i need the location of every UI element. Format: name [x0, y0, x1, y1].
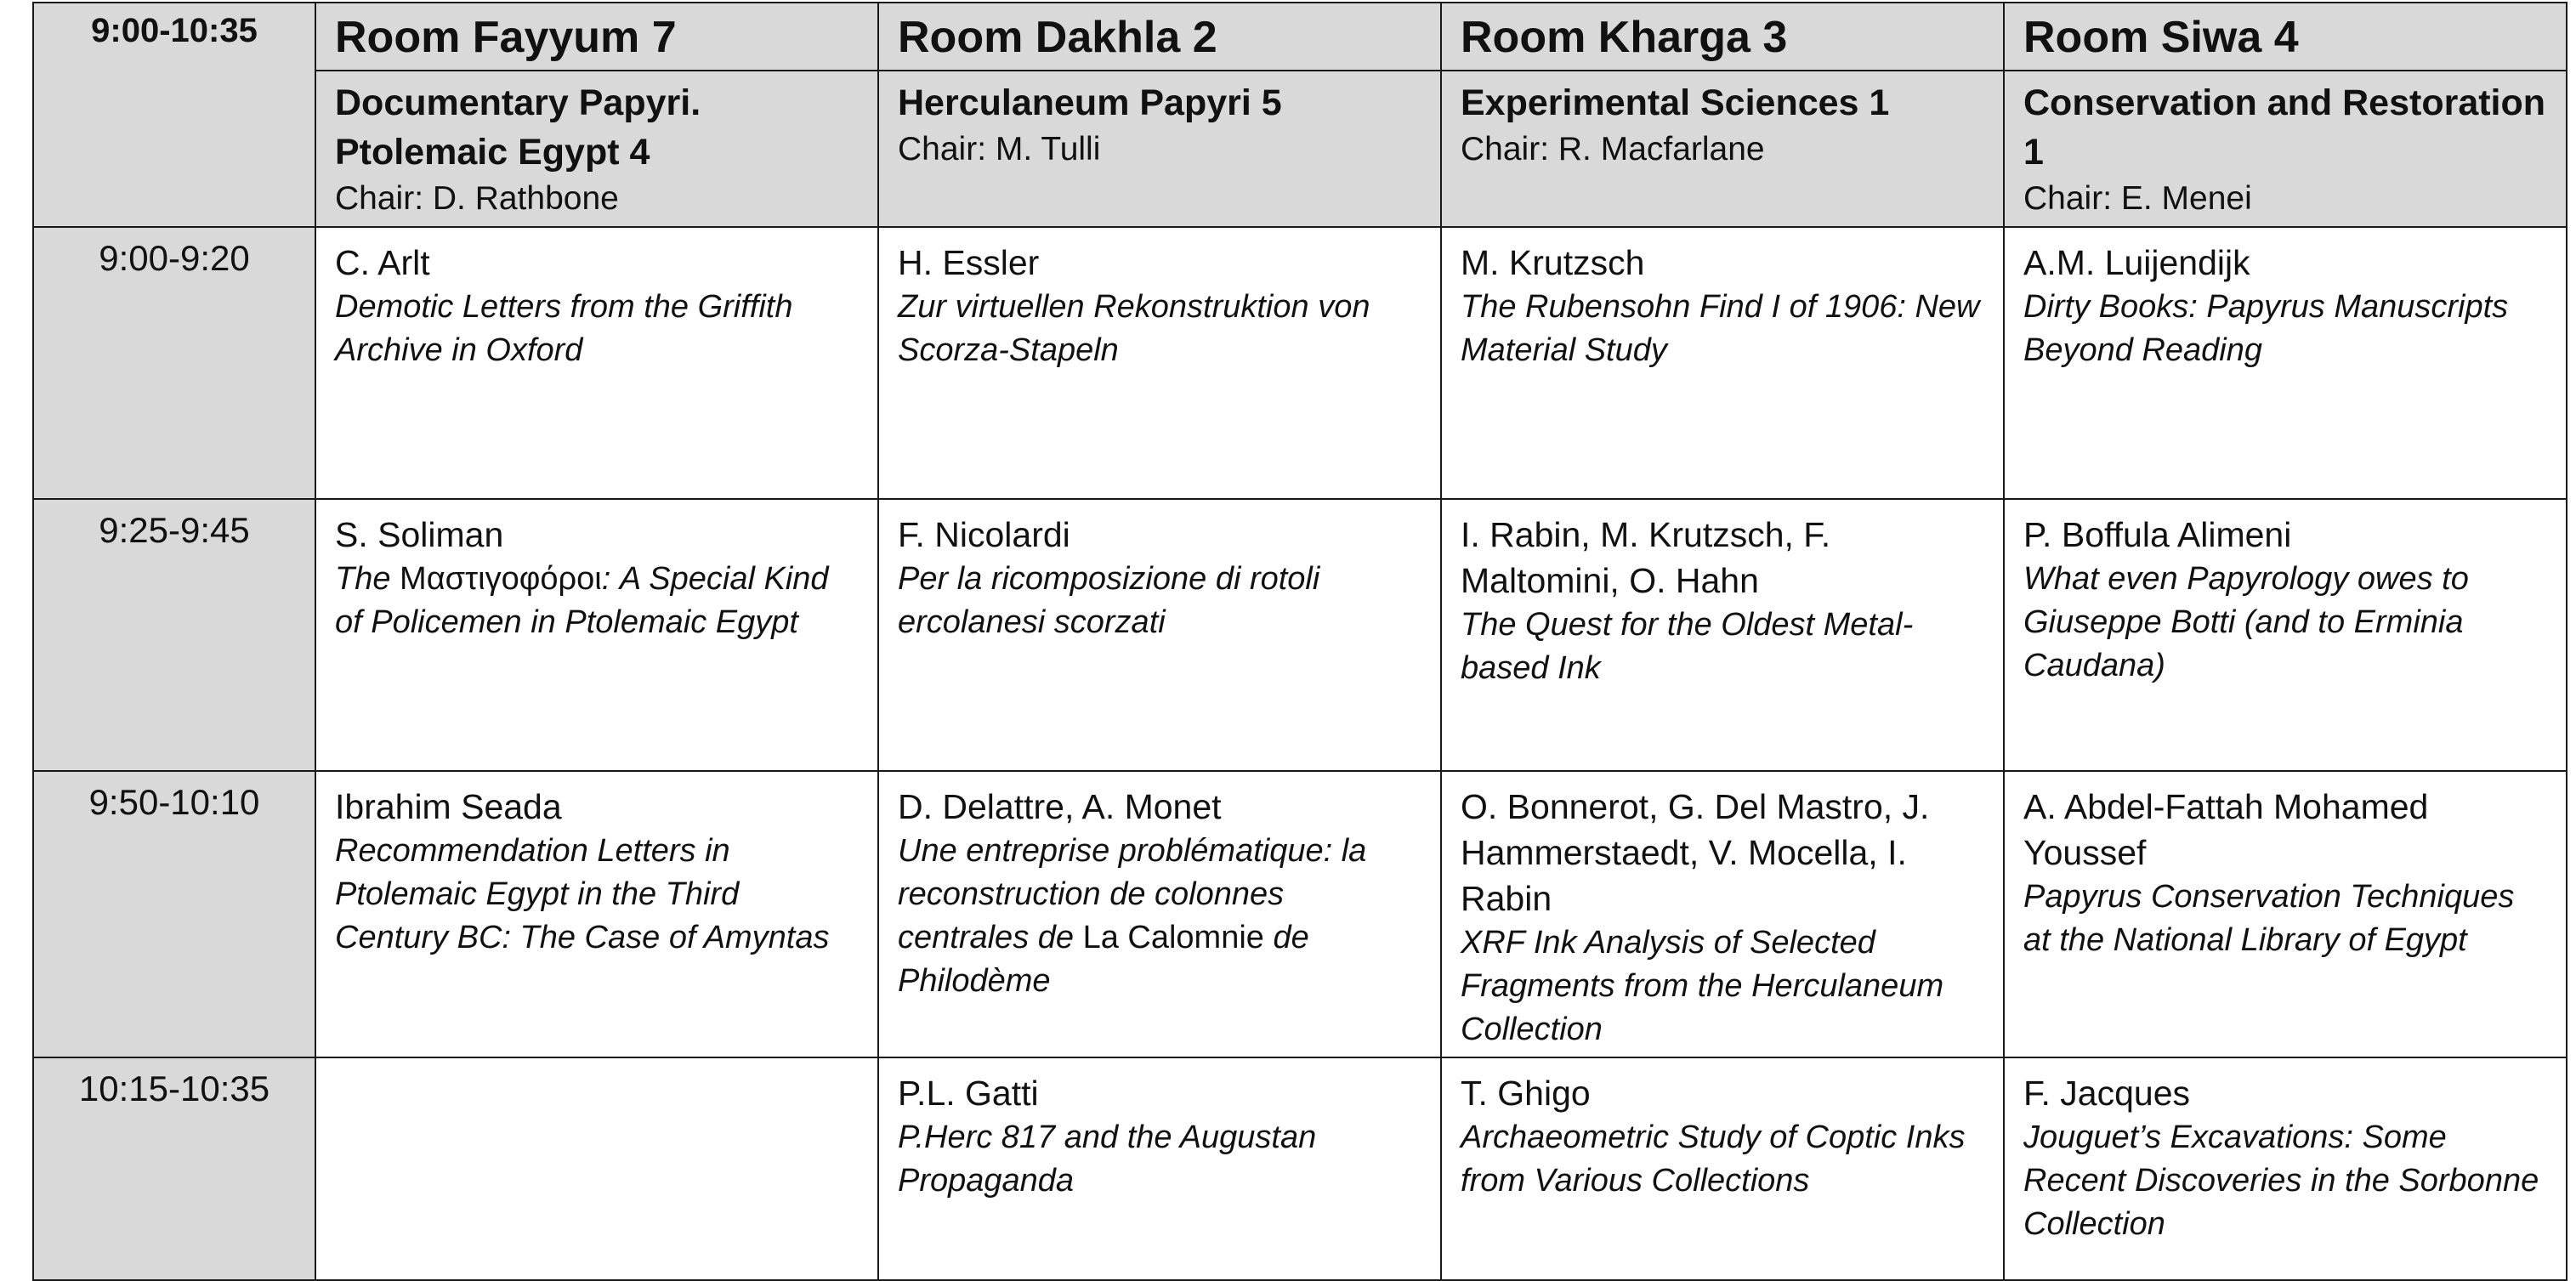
talk-title: Jouguet’s Excavations: Some Recent Discoveries in the Sorbonne Collection [2023, 1119, 2539, 1242]
session-chair: Chair: E. Menei [2023, 180, 2252, 217]
talk-title: Papyrus Conservation Techniques at the National Library of Egypt [2023, 879, 2515, 958]
time-slot: 9:25-9:45 [33, 499, 315, 771]
time-slot: 9:00-9:20 [33, 227, 315, 499]
talk-authors: O. Bonnerot, G. Del Mastro, J. Hammerstaedt, V. Mocella, I. Rabin [1461, 787, 1930, 918]
talk-cell [1441, 771, 2004, 1057]
talk-authors [335, 1065, 859, 1070]
time-slot: 10:15-10:35 [33, 1057, 315, 1280]
talk-authors: A.M. Luijendijk [2023, 243, 2250, 282]
room-name-fayyum: Room Fayyum 7 [315, 3, 878, 71]
session-chair: Chair: M. Tulli [898, 131, 1101, 167]
talk-authors: A. Abdel-Fattah Mohamed Youssef [2023, 787, 2429, 872]
talk-cell [878, 771, 1441, 1057]
talk-cell-empty [315, 1057, 878, 1280]
talk-title: Zur virtuellen Rekonstruktion von Scorza-Stapeln [898, 289, 1370, 368]
talk-title: Archaeometric Study of Coptic Inks from Various Collections [1461, 1119, 1966, 1199]
talk-title: Une entreprise problématique: la reconstruction de colonnes centrales de La Calomnie de Philodème [898, 833, 1367, 999]
work-title: La Calomnie [1082, 920, 1264, 955]
talk-authors: P.L. Gatti [898, 1074, 1039, 1113]
time-slot: 9:50-10:10 [33, 771, 315, 1057]
talk-authors: M. Krutzsch [1461, 243, 1645, 282]
talk-cell [1441, 1057, 2004, 1280]
talk-authors: F. Jacques [2023, 1074, 2190, 1113]
talk-cell [2004, 771, 2567, 1057]
talk-cell [315, 227, 878, 499]
table-row [33, 1057, 2567, 1280]
talk-authors: F. Nicolardi [898, 515, 1070, 554]
talk-title: Per la ricomposizione di rotoli ercolanesi scorzati [898, 561, 1320, 640]
talk-cell [2004, 227, 2567, 499]
session-title: Documentary Papyri. Ptolemaic Egypt 4 [335, 82, 701, 173]
talk-authors: S. Soliman [335, 515, 504, 554]
talk-authors: H. Essler [898, 243, 1040, 282]
talk-cell [1441, 499, 2004, 771]
talk-cell [878, 1057, 1441, 1280]
talk-cell [2004, 499, 2567, 771]
talk-authors: I. Rabin, M. Krutzsch, F. Maltomini, O. Hahn [1461, 515, 1831, 600]
session-chair: Chair: R. Macfarlane [1461, 131, 1765, 167]
session-title: Experimental Sciences 1 [1461, 82, 1890, 123]
talk-cell [1441, 227, 2004, 499]
talk-title: P.Herc 817 and the Augustan Propaganda [898, 1119, 1317, 1199]
session-title: Herculaneum Papyri 5 [898, 82, 1282, 123]
time-range-header [33, 3, 315, 227]
greek-term: Μαστιγοφόροι [400, 561, 602, 597]
talk-title: Dirty Books: Papyrus Manuscripts Beyond Reading [2023, 289, 2509, 368]
talk-authors: T. Ghigo [1461, 1074, 1591, 1113]
room-name-kharga: Room Kharga 3 [1441, 3, 2004, 71]
table-row [33, 499, 2567, 771]
talk-authors: P. Boffula Alimeni [2023, 515, 2292, 554]
talk-cell [878, 227, 1441, 499]
room-header-row [33, 3, 2567, 71]
talk-title: What even Papyrology owes to Giuseppe Botti (and to Erminia Caudana) [2023, 561, 2469, 683]
talk-cell [315, 771, 878, 1057]
talk-title: The Μαστιγοφόροι: A Special Kind of Policemen in Ptolemaic Egypt [335, 561, 829, 640]
session-title: Conservation and Restoration 1 [2023, 82, 2546, 173]
room-name-siwa: Room Siwa 4 [2004, 3, 2567, 71]
talk-title: The Quest for the Oldest Metal-based Ink [1461, 607, 1914, 686]
talk-title: Demotic Letters from the Griffith Archive in Oxford [335, 289, 793, 368]
talk-cell [2004, 1057, 2567, 1280]
room-name-dakhla: Room Dakhla 2 [878, 3, 1441, 71]
session-header-row [33, 71, 2567, 227]
session-chair: Chair: D. Rathbone [335, 180, 619, 217]
talk-authors: C. Arlt [335, 243, 430, 282]
talk-title: XRF Ink Analysis of Selected Fragments from the Herculaneum Collection [1461, 925, 1944, 1047]
talk-title: The Rubensohn Find I of 1906: New Material Study [1461, 289, 1980, 368]
time-range-label: 9:00-10:35 [91, 12, 258, 49]
talk-cell [878, 499, 1441, 771]
session-cell-dakhla [878, 71, 1441, 227]
session-cell-kharga [1441, 71, 2004, 227]
session-cell-siwa [2004, 71, 2567, 227]
talk-authors: D. Delattre, A. Monet [898, 787, 1222, 826]
session-cell-fayyum [315, 71, 878, 227]
table-row [33, 227, 2567, 499]
talk-cell [315, 499, 878, 771]
talk-authors: Ibrahim Seada [335, 787, 562, 826]
talk-title: Recommendation Letters in Ptolemaic Egypt in the Third Century BC: The Case of Amyntas [335, 833, 830, 955]
schedule-table [32, 2, 2567, 1281]
table-row [33, 771, 2567, 1057]
